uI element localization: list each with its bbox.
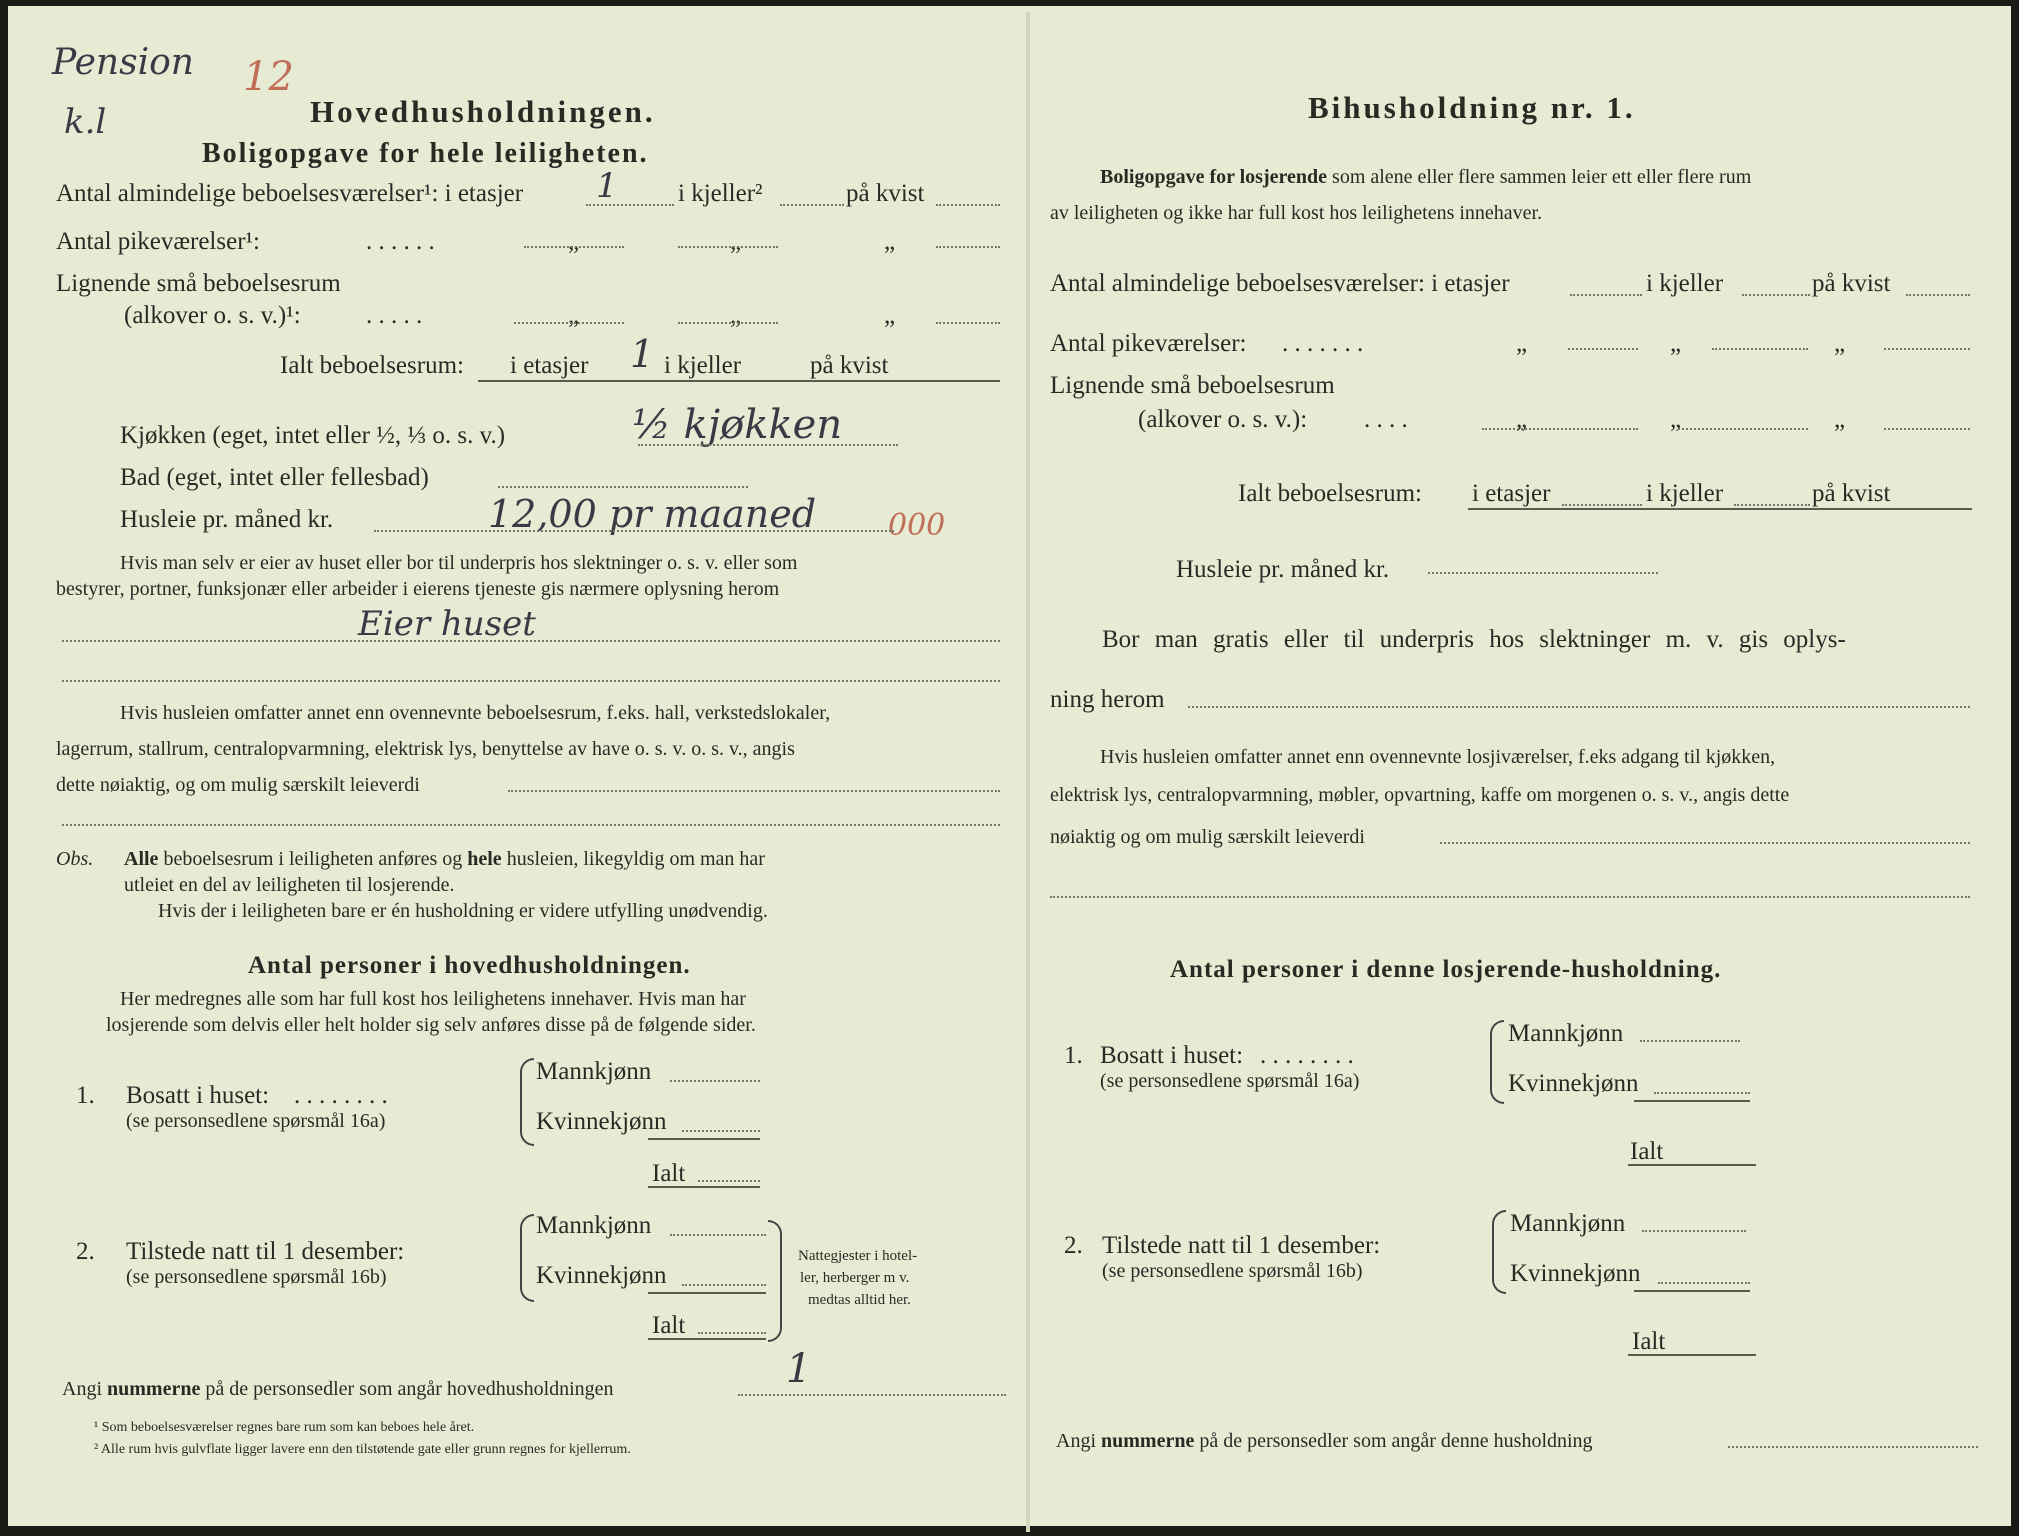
q2-number: 2. [76, 1238, 95, 1265]
q2-male-label: Mannkjønn [1510, 1210, 1626, 1237]
q2-total-underline [1628, 1354, 1756, 1356]
total-attic-label: på kvist [810, 352, 889, 379]
bath-field[interactable] [498, 486, 748, 488]
cellar-field[interactable] [1742, 294, 1810, 296]
maid-floors-field[interactable] [1568, 348, 1638, 350]
q1-dots: . . . . . . . . [1260, 1042, 1354, 1069]
handwritten-red-zeros: 000 [888, 508, 946, 543]
total-floors-label: i etasjer [1472, 480, 1551, 507]
cellar-field[interactable] [780, 204, 844, 206]
includes-text-line2: lagerrum, stallrum, centralopvarmning, elektrisk lys, benyttelse av have o. s. v. o. s. v., angis [56, 738, 795, 760]
q1-brace [520, 1058, 534, 1146]
small-floors-field[interactable] [1482, 428, 1638, 430]
q1-number: 1. [1064, 1042, 1083, 1069]
includes-field-line2[interactable] [62, 824, 1000, 826]
q1-total-field[interactable] [698, 1180, 760, 1182]
q2-number: 2. [1064, 1232, 1083, 1259]
q2-brace [520, 1214, 534, 1302]
obs-label: Obs. [56, 848, 94, 870]
small-cellar-field[interactable] [1678, 428, 1808, 430]
attic-field[interactable] [936, 204, 1000, 206]
q2-male-field[interactable] [670, 1234, 766, 1236]
total-rooms-label: Ialt beboelsesrum: [280, 352, 464, 379]
q1-female-field[interactable] [682, 1130, 760, 1132]
guests-brace [768, 1220, 782, 1342]
handwritten-numbers: 1 [786, 1346, 812, 1392]
footnote-1: ¹ Som beboelsesværelser regnes bare rum som kan beboes hele året. [94, 1420, 475, 1435]
page-subtitle: Boligopgave for hele leiligheten. [202, 138, 649, 169]
small-rooms-dots: . . . . [1364, 406, 1408, 433]
ditto-mark: „ [1834, 406, 1846, 433]
q2-total-underline [648, 1338, 766, 1340]
handwritten-total-floors: 1 [630, 332, 655, 376]
q1-sum-line [1634, 1100, 1750, 1102]
rent-field[interactable] [374, 530, 894, 532]
ordinary-rooms-label: Antal almindelige beboelsesværelser: i etasjer [1050, 270, 1510, 297]
ditto-mark: „ [568, 228, 580, 255]
census-form-sheet [8, 6, 2011, 1526]
floors-field[interactable] [586, 204, 674, 206]
free-housing-field[interactable] [1188, 706, 1970, 708]
footnote-2: ² Alle rum hvis gulvflate ligger lavere enn den tilstøtende gate eller grunn regnes for kjellerrum. [94, 1442, 631, 1457]
maid-attic-field[interactable] [936, 246, 1000, 248]
obs-line3: Hvis der i leiligheten bare er én husholdning er videre utfylling unødvendig. [158, 900, 768, 922]
q2-female-label: Kvinnekjønn [536, 1262, 667, 1289]
owner-field-line2[interactable] [62, 680, 1000, 682]
maid-rooms-label: Antal pikeværelser¹: [56, 228, 260, 255]
ditto-mark: „ [884, 228, 896, 255]
maid-floors-field[interactable] [524, 246, 624, 248]
ditto-mark: „ [1516, 406, 1528, 433]
cellar-label: i kjeller² [678, 180, 763, 207]
maid-cellar-field[interactable] [678, 246, 778, 248]
ditto-mark: „ [1516, 330, 1528, 357]
owner-field-line1[interactable] [62, 640, 1000, 642]
q1-male-label: Mannkjønn [536, 1058, 652, 1085]
handwritten-kitchen: ½ kjøkken [632, 402, 843, 448]
handwritten-kl: k.l [64, 102, 107, 142]
ditto-mark: „ [1834, 330, 1846, 357]
q2-total-field[interactable] [698, 1332, 766, 1334]
handwritten-rent: 12,00 pr maaned [488, 492, 817, 536]
page-title: Hovedhusholdningen. [310, 94, 656, 129]
small-rooms-label: Lignende små beboelsesrum [1050, 372, 1335, 399]
includes-text-line1: Hvis husleien omfatter annet enn ovennevnte beboelsesrum, f.eks. hall, verkstedslokaler, [120, 702, 831, 724]
small-rooms-label: Lignende små beboelsesrum [56, 270, 341, 297]
obs-line1: Alle beboelsesrum i leiligheten anføres og hele husleien, likegyldig om man har [124, 848, 765, 870]
q1-number: 1. [76, 1082, 95, 1109]
owner-text-line2: bestyrer, portner, funksjonær eller arbeider i eierens tjeneste gis nærmere oplysning herom [56, 578, 780, 600]
q2-label: Tilstede natt til 1 desember: [126, 1238, 405, 1265]
ditto-mark: „ [1670, 406, 1682, 433]
includes-field-line1[interactable] [1440, 842, 1970, 844]
numbers-field[interactable] [738, 1394, 1006, 1396]
includes-field-line1[interactable] [508, 790, 1000, 792]
q2-brace [1492, 1210, 1506, 1294]
q2-male-label: Mannkjønn [536, 1212, 652, 1239]
total-floors-label: i etasjer [510, 352, 589, 379]
bath-label: Bad (eget, intet eller fellesbad) [120, 464, 429, 491]
includes-text-line3: dette nøiaktig, og om mulig særskilt leieverdi [56, 774, 420, 796]
small-cellar-field[interactable] [678, 322, 778, 324]
maid-attic-field[interactable] [1884, 348, 1970, 350]
total-cellar-label: i kjeller [1646, 480, 1724, 507]
persons-text-line2: losjerende som delvis eller helt holder sig selv anføres disse på de følgende sider. [106, 1014, 756, 1036]
q1-male-field[interactable] [1640, 1040, 1740, 1042]
total-floors-field[interactable] [1562, 504, 1642, 506]
total-underline [478, 380, 1000, 382]
includes-text-line1: Hvis husleien omfatter annet enn ovennevnte losjiværelser, f.eks adgang til kjøkken, [1100, 746, 1776, 768]
handwritten-red-number: 12 [243, 54, 294, 100]
maid-rooms-dots: . . . . . . . [1282, 330, 1364, 357]
rent-label: Husleie pr. måned kr. [1176, 556, 1390, 583]
q2-female-field[interactable] [682, 1284, 766, 1286]
small-rooms-dots: . . . . . [366, 302, 423, 329]
obs-line2: utleiet en del av leiligheten til losjerende. [124, 874, 455, 896]
ditto-mark: „ [730, 302, 742, 329]
ordinary-rooms-label: Antal almindelige beboelsesværelser¹: i etasjer [56, 180, 524, 207]
intro-line2: av leiligheten og ikke har full kost hos leilighetens innehaver. [1050, 202, 1543, 224]
attic-label: på kvist [846, 180, 925, 207]
attic-label: på kvist [1812, 270, 1891, 297]
persons-title: Antal personer i denne losjerende-husholdning. [1170, 956, 1722, 983]
q2-sum-line [1634, 1290, 1750, 1292]
q1-total-label: Ialt [1630, 1138, 1664, 1165]
q2-sublabel: (se personsedlene spørsmål 16b) [126, 1266, 387, 1288]
q2-male-field[interactable] [1642, 1230, 1746, 1232]
q1-male-label: Mannkjønn [1508, 1020, 1624, 1047]
handwritten-owner-note: Eier huset [358, 604, 536, 644]
rent-label: Husleie pr. måned kr. [120, 506, 334, 533]
free-housing-line2: ning herom [1050, 686, 1165, 713]
cellar-label: i kjeller [1646, 270, 1724, 297]
q1-total-underline [648, 1186, 760, 1188]
q2-sum-line [648, 1292, 766, 1294]
intro-line1: Boligopgave for losjerende som alene eller flere sammen leier ett eller flere rum [1100, 166, 1752, 188]
q1-dots: . . . . . . . . [294, 1082, 388, 1109]
q1-total-underline [1628, 1164, 1756, 1166]
total-attic-label: på kvist [1812, 480, 1891, 507]
numbers-line: Angi nummerne på de personsedler som angår denne husholdning [1056, 1430, 1593, 1452]
total-rooms-label: Ialt beboelsesrum: [1238, 480, 1422, 507]
includes-field-line2[interactable] [1050, 896, 1970, 898]
small-floors-field[interactable] [514, 322, 624, 324]
q1-sublabel: (se personsedlene spørsmål 16a) [126, 1110, 386, 1132]
q2-total-label: Ialt [1632, 1328, 1666, 1355]
guests-note-line3: medtas alltid her. [808, 1292, 911, 1308]
persons-text-line1: Her medregnes alle som har full kost hos leilighetens innehaver. Hvis man har [120, 988, 746, 1010]
ditto-mark: „ [568, 302, 580, 329]
handwritten-pension: Pension [52, 42, 194, 83]
maid-rooms-label: Antal pikeværelser: [1050, 330, 1247, 357]
ditto-mark: „ [730, 228, 742, 255]
q2-female-field[interactable] [1658, 1282, 1750, 1284]
q2-female-label: Kvinnekjønn [1510, 1260, 1641, 1287]
q2-total-label: Ialt [652, 1312, 686, 1339]
page-title: Bihusholdning nr. 1. [1308, 90, 1636, 125]
q1-female-field[interactable] [1654, 1092, 1750, 1094]
guests-note-line1: Nattegjester i hotel- [798, 1248, 918, 1264]
total-cellar-field[interactable] [1734, 504, 1810, 506]
q1-label: Bosatt i huset: [1100, 1042, 1244, 1069]
q1-female-label: Kvinnekjønn [536, 1108, 667, 1135]
kitchen-field[interactable] [638, 444, 898, 446]
total-cellar-label: i kjeller [664, 352, 742, 379]
total-underline [1468, 508, 1972, 510]
q2-label: Tilstede natt til 1 desember: [1102, 1232, 1381, 1259]
page-fold [1026, 12, 1030, 1532]
q1-sublabel: (se personsedlene spørsmål 16a) [1100, 1070, 1360, 1092]
q2-sublabel: (se personsedlene spørsmål 16b) [1102, 1260, 1363, 1282]
kitchen-label: Kjøkken (eget, intet eller ½, ⅓ o. s. v.) [120, 422, 506, 449]
includes-text-line2: elektrisk lys, centralopvarmning, møbler, opvartning, kaffe om morgenen o. s. v., angis dette [1050, 784, 1790, 806]
small-attic-field[interactable] [936, 322, 1000, 324]
includes-text-line3: nøiaktig og om mulig særskilt leieverdi [1050, 826, 1365, 848]
q1-label: Bosatt i huset: [126, 1082, 270, 1109]
rent-field[interactable] [1428, 572, 1658, 574]
q1-total-label: Ialt [652, 1160, 686, 1187]
handwritten-floors-count: 1 [596, 166, 618, 206]
floors-field[interactable] [1570, 294, 1642, 296]
small-attic-field[interactable] [1884, 428, 1970, 430]
maid-rooms-dots: . . . . . . [366, 228, 435, 255]
small-rooms-sublabel: (alkover o. s. v.): [1138, 406, 1308, 433]
q1-female-label: Kvinnekjønn [1508, 1070, 1639, 1097]
small-rooms-sublabel: (alkover o. s. v.)¹: [124, 302, 301, 329]
guests-note-line2: ler, herberger m v. [800, 1270, 910, 1286]
q1-brace [1490, 1020, 1504, 1104]
ditto-mark: „ [884, 302, 896, 329]
q1-male-field[interactable] [670, 1080, 760, 1082]
persons-title: Antal personer i hovedhusholdningen. [248, 952, 691, 979]
q1-sum-line [648, 1138, 760, 1140]
maid-cellar-field[interactable] [1712, 348, 1808, 350]
ditto-mark: „ [1670, 330, 1682, 357]
owner-text-line1: Hvis man selv er eier av huset eller bor til underpris hos slektninger o. s. v. eller som [120, 552, 798, 574]
numbers-field[interactable] [1728, 1446, 1978, 1448]
free-housing-line1: Bor man gratis eller til underpris hos slektninger m. v. gis oplys- [1102, 626, 1846, 653]
attic-field[interactable] [1906, 294, 1970, 296]
numbers-line: Angi nummerne på de personsedler som angår hovedhusholdningen [62, 1378, 614, 1400]
